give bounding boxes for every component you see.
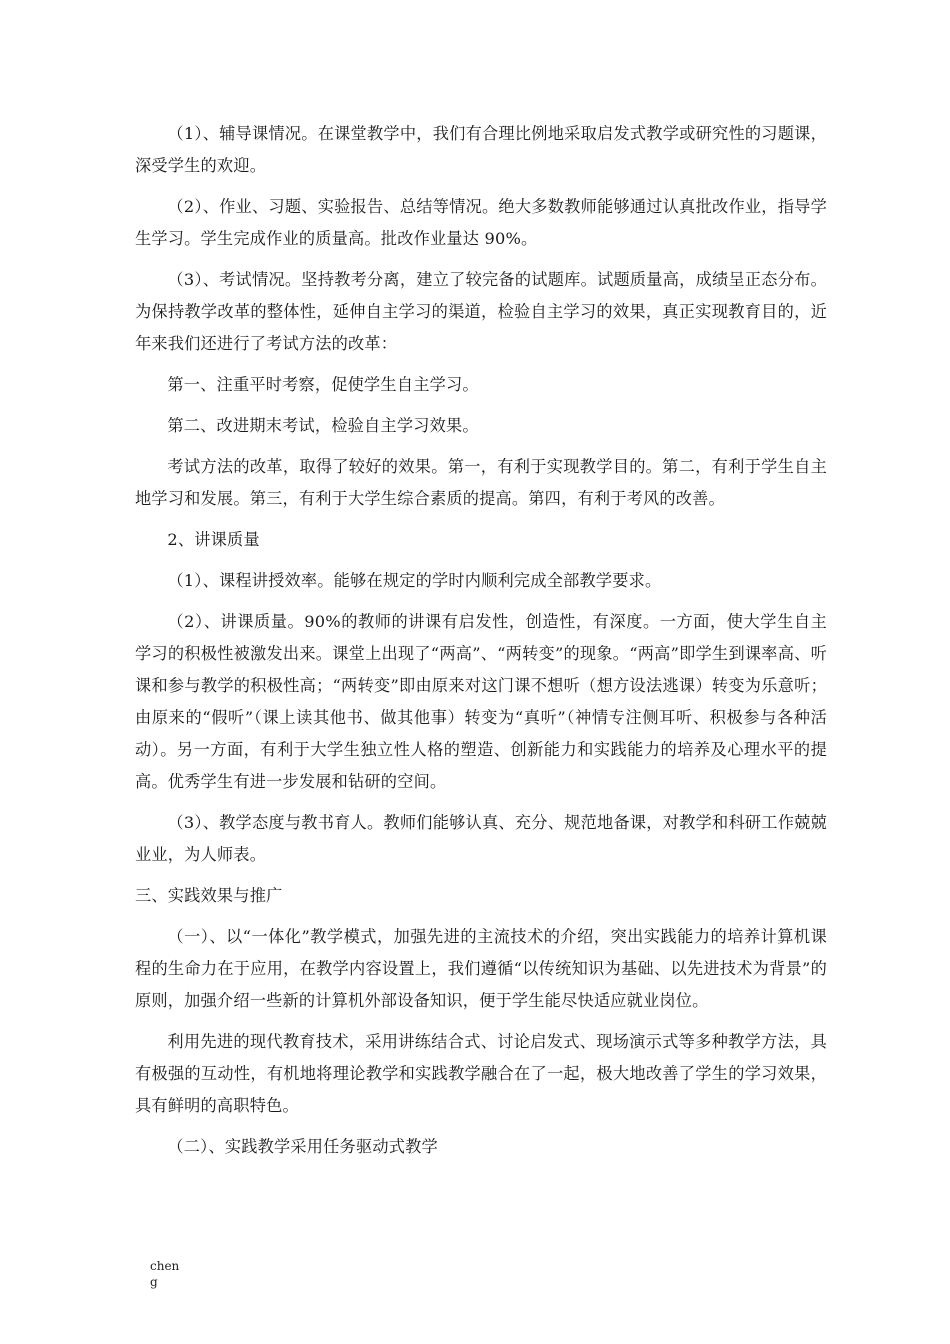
paragraph: 利用先进的现代教育技术，采用讲练结合式、讨论启发式、现场演示式等多种教学方法，具有极强的互动性，有机地将理论教学和实践教学融合在了一起，极大地改善了学生的学习效果，具有鲜明的高职特色。 [135,1032,827,1115]
paragraph: （3）、教学态度与教书育人。教师们能够认真、充分、规范地备课，对教学和科研工作兢兢业业，为人师表。 [135,813,827,864]
paragraph: （1）、课程讲授效率。能够在规定的学时内顺利完成全部教学要求。 [167,571,662,590]
paragraph: （二）、实践教学采用任务驱动式教学 [167,1137,438,1156]
paragraph: （2）、作业、习题、实验报告、总结等情况。绝大多数教师能够通过认真批改作业，指导学生学习。学生完成作业的质量高。批改作业量达 90%。 [135,197,827,248]
document-body [135,118,827,1172]
paragraph: 第二、改进期末考试，检验自主学习效果。 [167,416,479,435]
paragraph: （2）、讲课质量。90%的教师的讲课有启发性，创造性，有深度。一方面，使大学生自主学习的积极性被激发出来。课堂上出现了“两高”、“两转变”的现象。“两高”即学生到课率高、听课和参与教学的积极性高；“两转变”即由原来对这门课不想听（想方设法逃课）转变为乐意听；由原来的“假听”（课上读其他书、做其他事）转变为“真听”（神情专注侧耳听、积极参与各种活动）。另一方面，有利于大学生独立性人格的塑造、创新能力和实践能力的培养及心理水平的提高。优秀学生有进一步发展和钻研的空间。 [135,612,827,791]
section-heading: 三、实践效果与推广 [135,886,283,905]
paragraph: （1）、辅导课情况。在课堂教学中，我们有合理比例地采取启发式教学或研究性的习题课，深受学生的欢迎。 [135,124,827,175]
paragraph: （3）、考试情况。坚持教考分离，建立了较完备的试题库。试题质量高，成绩呈正态分布。为保持教学改革的整体性，延伸自主学习的渠道，检验自主学习的效果，真正实现教育目的，近年来我们还进行了考试方法的改革： [135,270,827,353]
paragraph: 第一、注重平时考察，促使学生自主学习。 [167,375,479,394]
footer-note: cheng [150,1259,180,1289]
paragraph: 考试方法的改革，取得了较好的效果。第一，有利于实现教学目的。第二，有利于学生自主地学习和发展。第三，有利于大学生综合素质的提高。第四，有利于考风的改善。 [135,457,827,508]
section-subheading: 2、讲课质量 [167,530,260,549]
paragraph: （一）、以“一体化”教学模式，加强先进的主流技术的介绍，突出实践能力的培养计算机课程的生命力在于应用，在教学内容设置上，我们遵循“以传统知识为基础、以先进技术为背景”的原则，加强介绍一些新的计算机外部设备知识，便于学生能尽快适应就业岗位。 [135,927,827,1010]
